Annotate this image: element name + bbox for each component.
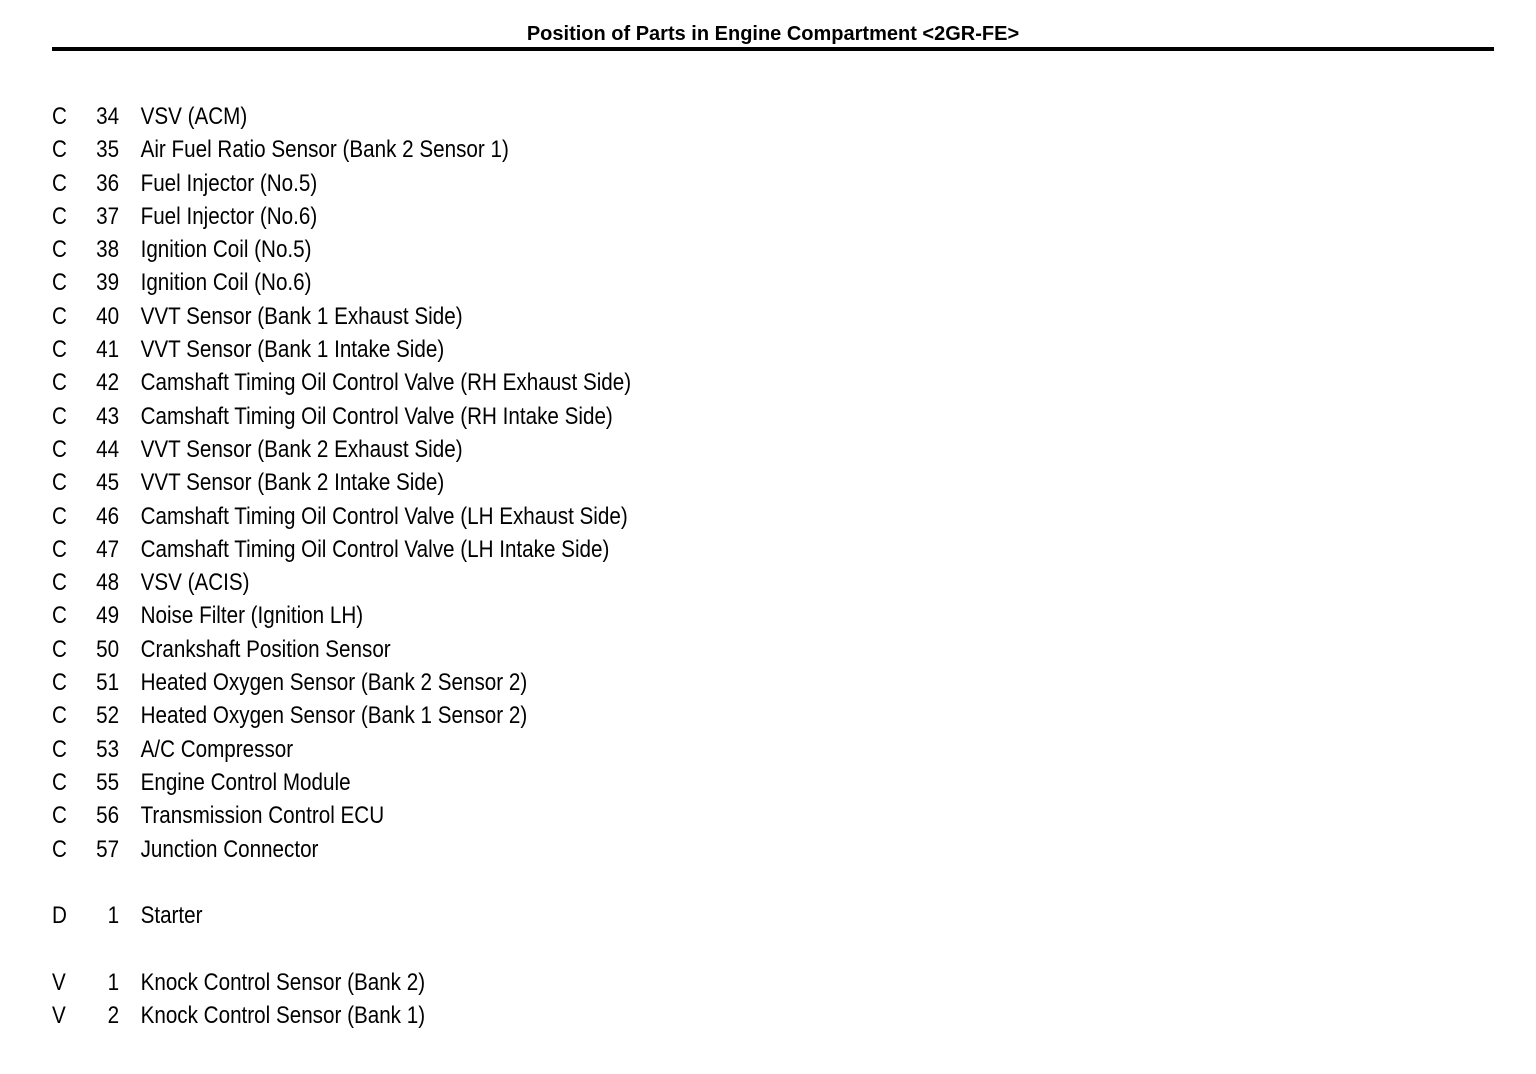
part-row (52, 799, 912, 832)
part-code-letter: C (52, 735, 67, 763)
part-code-number: 40 (96, 302, 120, 330)
part-code-letter: V (52, 1002, 66, 1030)
part-code-number: 56 (96, 802, 120, 830)
part-code-letter: C (52, 169, 67, 197)
part-name: Junction Connector (140, 835, 319, 863)
part-name: Fuel Injector (No.5) (140, 169, 318, 197)
part-name: VSV (ACM) (140, 103, 248, 130)
part-code-letter: C (52, 302, 67, 330)
part-code-number: 1 (107, 968, 120, 996)
part-code-letter: C (52, 835, 67, 863)
part-code-number: 35 (96, 136, 120, 164)
part-row (52, 100, 912, 133)
part-row (52, 999, 912, 1032)
part-code-number: 55 (96, 768, 120, 796)
part-code-number: 44 (96, 435, 120, 463)
part-row (52, 433, 912, 466)
part-row (52, 300, 912, 333)
part-name: Camshaft Timing Oil Control Valve (RH Exhaust Side) (140, 369, 632, 397)
part-code-letter: C (52, 502, 67, 530)
part-name: Knock Control Sensor (Bank 1) (140, 1002, 426, 1030)
part-code-number: 57 (96, 835, 120, 863)
part-code-letter: C (52, 702, 67, 730)
part-group (52, 100, 1052, 866)
part-code-number: 45 (96, 469, 120, 497)
part-name: VVT Sensor (Bank 2 Exhaust Side) (140, 435, 463, 463)
part-name: Camshaft Timing Oil Control Valve (LH Intake Side) (140, 535, 610, 563)
part-name: Heated Oxygen Sensor (Bank 2 Sensor 2) (140, 669, 528, 697)
part-name: Camshaft Timing Oil Control Valve (RH Intake Side) (140, 402, 613, 430)
part-code-number: 36 (96, 169, 120, 197)
part-row (52, 766, 912, 799)
part-code-number: 50 (96, 635, 120, 663)
part-code-letter: C (52, 669, 67, 697)
part-row (52, 167, 912, 200)
part-code-letter: C (52, 802, 67, 830)
part-row (52, 533, 912, 566)
part-row (52, 366, 912, 399)
part-code-letter: C (52, 535, 67, 563)
part-name: VVT Sensor (Bank 1 Exhaust Side) (140, 302, 463, 330)
part-row (52, 599, 912, 632)
part-row (52, 833, 912, 866)
part-code-number: 37 (96, 202, 120, 230)
part-name: Ignition Coil (No.6) (140, 269, 312, 297)
part-row (52, 333, 912, 366)
part-code-letter: C (52, 569, 67, 597)
part-row (52, 699, 912, 732)
part-row (52, 899, 912, 932)
part-code-number: 47 (96, 535, 120, 563)
part-row (52, 966, 912, 999)
part-row (52, 266, 912, 299)
part-row (52, 500, 912, 533)
part-code-letter: C (52, 336, 67, 364)
part-row (52, 466, 912, 499)
title-rule (52, 47, 1494, 51)
part-code-number: 1 (107, 902, 120, 930)
part-name: Noise Filter (Ignition LH) (140, 602, 364, 630)
part-row (52, 666, 912, 699)
part-code-letter: C (52, 236, 67, 264)
part-name: Knock Control Sensor (Bank 2) (140, 968, 426, 996)
part-row (52, 133, 912, 166)
part-code-letter: C (52, 202, 67, 230)
part-name: A/C Compressor (140, 735, 294, 763)
part-code-letter: C (52, 635, 67, 663)
part-code-number: 34 (96, 103, 120, 130)
part-code-letter: C (52, 435, 67, 463)
part-code-letter: C (52, 602, 67, 630)
part-group (52, 899, 1052, 932)
part-code-number: 39 (96, 269, 120, 297)
part-code-letter: D (52, 902, 67, 930)
part-code-number: 2 (107, 1002, 120, 1030)
part-row (52, 566, 912, 599)
part-name: VSV (ACIS) (140, 569, 250, 597)
part-name: Engine Control Module (140, 768, 351, 796)
part-code-letter: C (52, 402, 67, 430)
part-code-number: 51 (96, 669, 120, 697)
part-code-number: 53 (96, 735, 120, 763)
part-code-number: 42 (96, 369, 120, 397)
part-code-number: 46 (96, 502, 120, 530)
part-row (52, 733, 912, 766)
part-group (52, 966, 1052, 1033)
part-name: Crankshaft Position Sensor (140, 635, 391, 663)
part-row (52, 233, 912, 266)
part-name: VVT Sensor (Bank 2 Intake Side) (140, 469, 445, 497)
part-row (52, 633, 912, 666)
part-name: Heated Oxygen Sensor (Bank 1 Sensor 2) (140, 702, 528, 730)
part-code-letter: C (52, 136, 67, 164)
part-code-number: 48 (96, 569, 120, 597)
part-row (52, 200, 912, 233)
part-code-number: 43 (96, 402, 120, 430)
part-name: Starter (140, 902, 203, 930)
page-title: Position of Parts in Engine Compartment <2GR-FE> (526, 23, 1020, 45)
part-code-number: 41 (96, 336, 120, 364)
part-code-letter: V (52, 968, 66, 996)
part-code-number: 49 (96, 602, 120, 630)
part-code-letter: C (52, 269, 67, 297)
part-code-letter: C (52, 369, 67, 397)
part-row (52, 400, 912, 433)
part-name: Air Fuel Ratio Sensor (Bank 2 Sensor 1) (140, 136, 509, 164)
part-code-letter: C (52, 103, 67, 130)
part-code-letter: C (52, 469, 67, 497)
part-name: Fuel Injector (No.6) (140, 202, 318, 230)
part-name: VVT Sensor (Bank 1 Intake Side) (140, 336, 445, 364)
parts-list (52, 100, 1052, 1066)
part-code-number: 52 (96, 702, 120, 730)
part-name: Camshaft Timing Oil Control Valve (LH Exhaust Side) (140, 502, 628, 530)
part-code-letter: C (52, 768, 67, 796)
part-name: Ignition Coil (No.5) (140, 236, 312, 264)
part-code-number: 38 (96, 236, 120, 264)
part-name: Transmission Control ECU (140, 802, 385, 830)
